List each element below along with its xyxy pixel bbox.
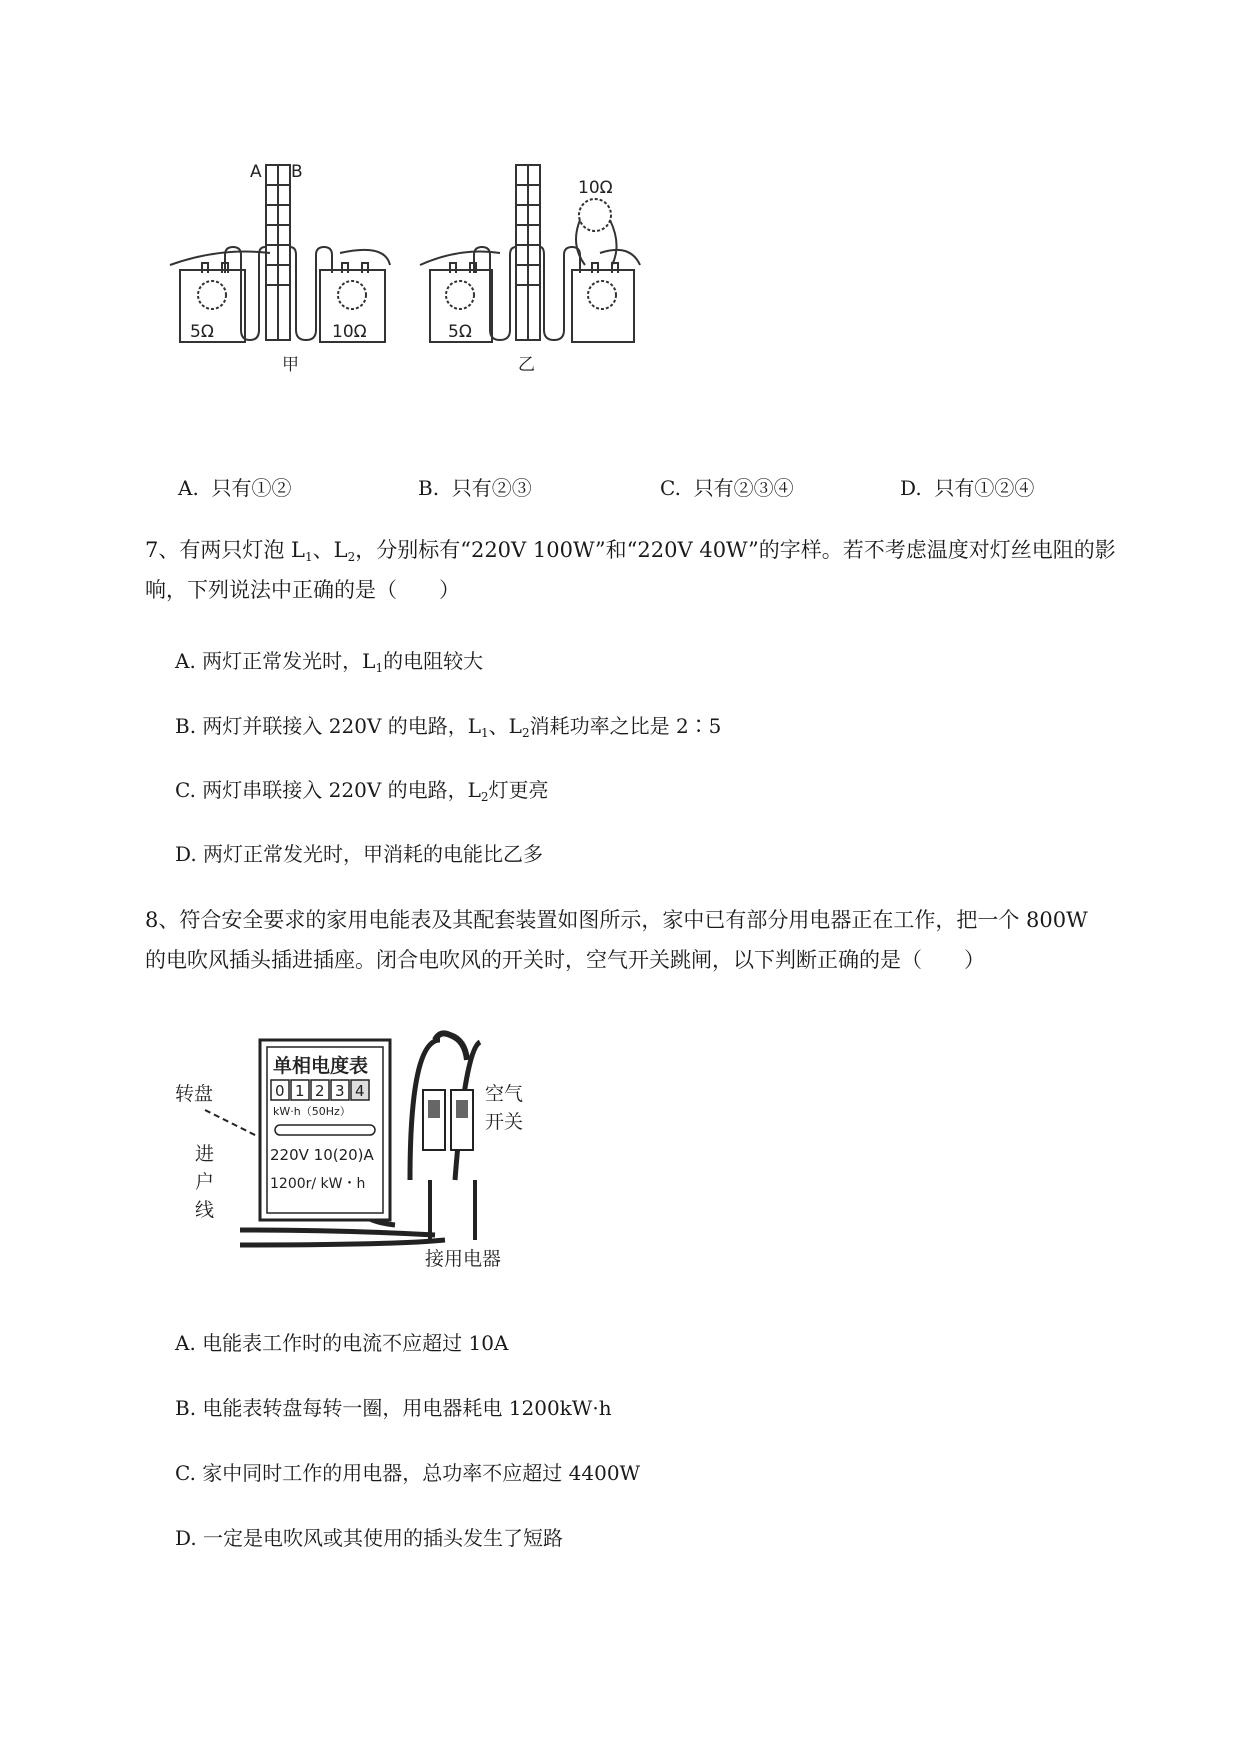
meter-digit: 4: [355, 1082, 365, 1100]
tube-right-yi: [540, 247, 580, 340]
q7-stem-line2: 响，下列说法中正确的是（ ）: [145, 578, 460, 602]
breaker-left-toggle: [428, 1100, 440, 1118]
q8-stem-line1: 8、符合安全要求的家用电能表及其配套装置如图所示，家中已有部分用电器正在工作，把一个 800W: [145, 908, 1088, 932]
meter-title: 单相电度表: [273, 1055, 369, 1077]
label-b: B: [291, 162, 303, 182]
breaker-right-toggle: [456, 1100, 468, 1118]
wire-load: [430, 1180, 475, 1240]
meter-digit: 2: [315, 1082, 325, 1100]
label-switch-line2: 开关: [485, 1111, 524, 1133]
label-incoming-3: 线: [195, 1199, 215, 1221]
resistor-coil-10ohm-yi: [588, 281, 616, 309]
meter-digits: [271, 1080, 369, 1100]
label-10ohm-jia: 10Ω: [332, 322, 367, 342]
meter-digit: 3: [335, 1082, 345, 1100]
label-10ohm-top-yi: 10Ω: [578, 178, 613, 198]
caption-jia: 甲: [282, 355, 299, 375]
q6-option-c[interactable]: C. 只有②③④: [660, 476, 794, 500]
meter-constant: 1200r/ kW・h: [270, 1176, 366, 1192]
q6-option-a[interactable]: A. 只有①②: [178, 476, 292, 500]
q8-option-c[interactable]: C. 家中同时工作的用电器，总功率不应超过 4400W: [175, 1461, 641, 1485]
meter-rating: 220V 10(20)A: [270, 1146, 374, 1164]
label-load: 接用电器: [425, 1248, 502, 1270]
resistor-coil-10ohm-jia: [338, 281, 366, 309]
q7-option-d[interactable]: D. 两灯正常发光时，甲消耗的电能比乙多: [175, 842, 544, 866]
wire-top: [435, 1033, 467, 1060]
q8-option-b[interactable]: B. 电能表转盘每转一圈，用电器耗电 1200kW·h: [175, 1396, 612, 1420]
breaker-right[interactable]: [451, 1090, 473, 1150]
meter-digit: 1: [295, 1082, 305, 1100]
caption-yi: 乙: [518, 355, 535, 375]
wire-left-yi: [420, 252, 500, 266]
q6-option-b[interactable]: B. 只有②③: [418, 476, 532, 500]
q6-option-d[interactable]: D. 只有①②④: [900, 476, 1035, 500]
q7-option-a[interactable]: A. 两灯正常发光时，$L_1$的电阻较大: [175, 649, 484, 675]
wire-left-jia: [170, 252, 270, 266]
q7-option-c[interactable]: C. 两灯串联接入 220V 的电路，$L_2$灯更亮: [175, 778, 549, 804]
resistor-coil-5ohm-jia: [198, 281, 226, 309]
label-5ohm-yi: 5Ω: [448, 322, 472, 342]
resistor-coil-10ohm-external: [579, 199, 611, 231]
tube-right-jia: [290, 247, 332, 340]
label-a: A: [250, 162, 262, 182]
label-switch-line1: 空气: [485, 1083, 524, 1105]
q8-option-d[interactable]: D. 一定是电吹风或其使用的插头发生了短路: [175, 1526, 564, 1550]
meter-unit: kW·h（50Hz）: [273, 1105, 351, 1118]
turntable-pointer-line: [205, 1110, 265, 1140]
meter-digit: 0: [275, 1082, 285, 1100]
q8-stem-line2: 的电吹风插头插进插座。闭合电吹风的开关时，空气开关跳闸，以下判断正确的是（ ）: [145, 948, 985, 972]
label-incoming-2: 户: [195, 1171, 215, 1193]
tube-left-yi: [474, 247, 516, 340]
label-5ohm-jia: 5Ω: [190, 322, 214, 342]
q8-option-a[interactable]: A. 电能表工作时的电流不应超过 10A: [175, 1331, 509, 1355]
wire-right-yi: [600, 250, 640, 265]
label-turntable: 转盘: [175, 1083, 214, 1105]
label-incoming-1: 进: [195, 1143, 215, 1165]
joule-heating-figure: [160, 155, 660, 380]
q7-stem-line1: 7、有两只灯泡 $L_1$、$L_2$，分别标有“220V 100W”和“220V 40W”的字样。若不考虑温度对灯丝电阻的影: [145, 538, 1116, 564]
breaker-left[interactable]: [423, 1090, 445, 1150]
turntable-window: [275, 1125, 375, 1135]
electric-meter-figure: [175, 1030, 555, 1270]
q7-option-b[interactable]: B. 两灯并联接入 220V 的电路，$L_1$、$L_2$消耗功率之比是 2∶5: [175, 714, 722, 740]
resistor-coil-5ohm-yi: [446, 281, 474, 309]
